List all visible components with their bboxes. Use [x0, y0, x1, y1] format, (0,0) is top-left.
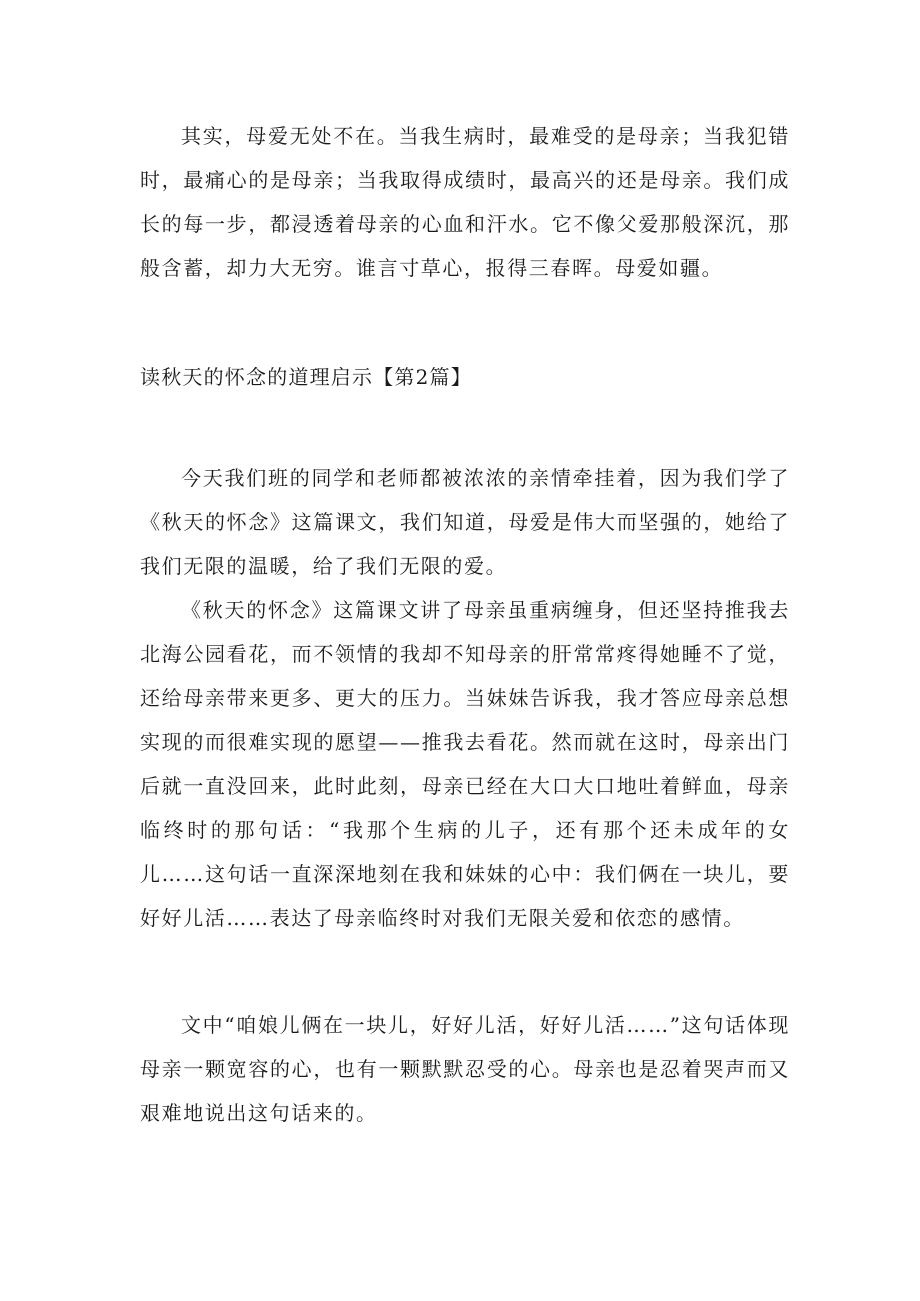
body-paragraph: 其实，母爱无处不在。当我生病时，最难受的是母亲；当我犯错时，最痛心的是母亲；当我取得成绩时，最高兴的还是母亲。我们成长的每一步，都浸透着母亲的心血和汗水。它不像父爱那般深沉，那般含蓄，却力大无穷。谁言寸草心，报得三春晖。母爱如疆。	[140, 124, 790, 280]
section-heading: 读秋天的怀念的道理启示【第2篇】	[140, 365, 472, 389]
body-paragraph: 今天我们班的同学和老师都被浓浓的亲情牵挂着，因为我们学了《秋天的怀念》这篇课文，我们知道，母爱是伟大而坚强的，她给了我们无限的温暖，给了我们无限的爱。	[140, 466, 790, 578]
body-paragraph: 《秋天的怀念》这篇课文讲了母亲虽重病缠身，但还坚持推我去北海公园看花，而不领情的我却不知母亲的肝常常疼得她睡不了觉，还给母亲带来更多、更大的压力。当妹妹告诉我，我才答应母亲总想实现的而很难实现的愿望——推我去看花。然而就在这时，母亲出门后就一直没回来，此时此刻，母亲已经在大口大口地吐着鲜血，母亲临终时的那句话：“我那个生病的儿子，还有那个还未成年的女儿……这句话一直深深地刻在我和妹妹的心中：我们俩在一块儿，要好好儿活……表达了母亲临终时对我们无限关爱和依恋的感情。	[140, 598, 790, 930]
body-paragraph: 文中“咱娘儿俩在一块儿，好好儿活，好好儿活……”这句话体现母亲一颗宽容的心，也有一颗默默忍受的心。母亲也是忍着哭声而又艰难地说出这句话来的。	[140, 1013, 790, 1125]
